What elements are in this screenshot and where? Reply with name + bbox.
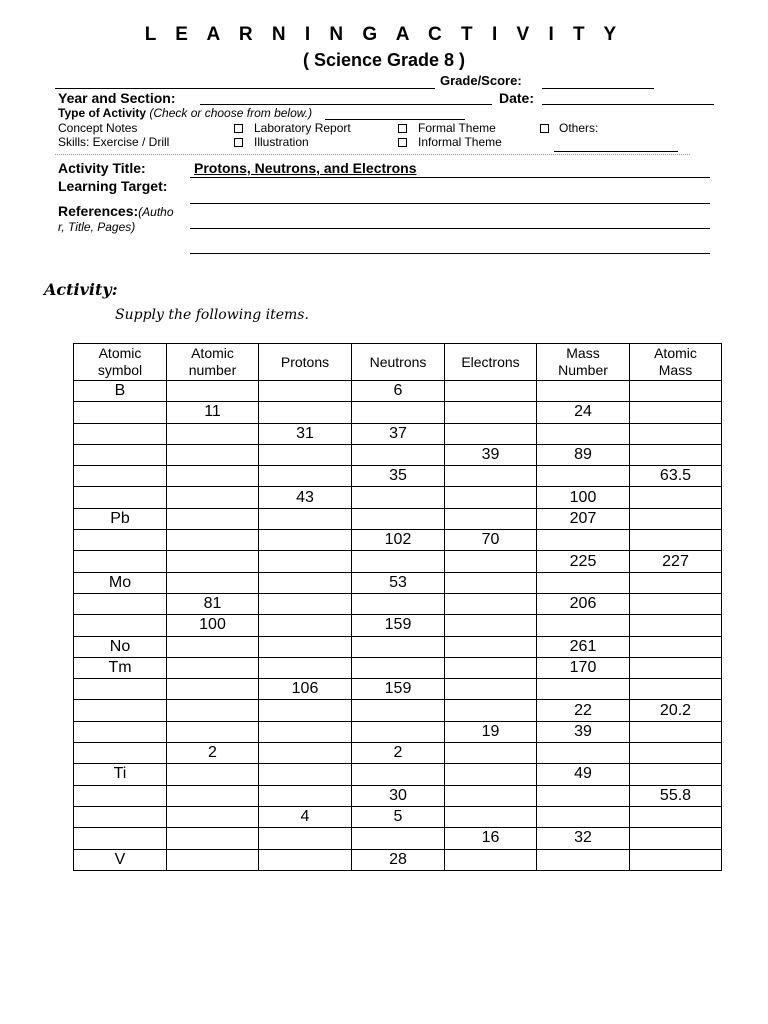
references-hint-1: (Autho <box>138 205 174 219</box>
cell-electrons[interactable] <box>445 657 537 678</box>
table-row <box>74 657 722 678</box>
cell-atomic-symbol[interactable] <box>74 444 167 465</box>
cell-atomic-symbol[interactable] <box>74 828 167 849</box>
cell-mass-number[interactable] <box>537 806 630 827</box>
cell-protons[interactable] <box>259 828 352 849</box>
cell-atomic-mass[interactable]: 63.5 <box>630 466 722 487</box>
learning-target-label: Learning Target: <box>58 178 168 194</box>
cell-mass-number[interactable]: 32 <box>537 828 630 849</box>
header-electrons: Electrons <box>445 344 537 381</box>
cell-atomic-mass[interactable] <box>630 806 722 827</box>
cell-protons[interactable] <box>259 849 352 870</box>
cell-electrons[interactable] <box>445 381 537 402</box>
cell-atomic-symbol[interactable] <box>74 743 167 764</box>
atomic-structure-table <box>73 343 722 871</box>
cell-protons[interactable] <box>259 530 352 551</box>
cell-mass-number[interactable]: 225 <box>537 551 630 572</box>
cell-neutrons[interactable]: 53 <box>352 572 445 593</box>
cell-atomic-mass[interactable] <box>630 657 722 678</box>
cell-neutrons[interactable]: 159 <box>352 615 445 636</box>
table-row <box>74 402 722 423</box>
cell-atomic-symbol[interactable]: Tm <box>74 657 167 678</box>
cell-protons[interactable] <box>259 551 352 572</box>
table-row <box>74 700 722 721</box>
type-hint-line <box>325 119 465 120</box>
cell-atomic-mass[interactable] <box>630 530 722 551</box>
cell-atomic-number[interactable] <box>167 466 259 487</box>
cell-atomic-number[interactable] <box>167 806 259 827</box>
cell-atomic-number[interactable]: 2 <box>167 743 259 764</box>
cell-mass-number[interactable]: 39 <box>537 721 630 742</box>
cell-atomic-symbol[interactable] <box>74 785 167 806</box>
cell-electrons[interactable] <box>445 785 537 806</box>
cell-neutrons[interactable]: 30 <box>352 785 445 806</box>
cell-protons[interactable]: 43 <box>259 487 352 508</box>
cell-mass-number[interactable]: 22 <box>537 700 630 721</box>
cell-atomic-number[interactable]: 100 <box>167 615 259 636</box>
cell-protons[interactable] <box>259 593 352 614</box>
cell-mass-number[interactable] <box>537 679 630 700</box>
references-block <box>58 203 174 221</box>
cell-electrons[interactable]: 16 <box>445 828 537 849</box>
cell-neutrons[interactable]: 159 <box>352 679 445 700</box>
cell-atomic-mass[interactable] <box>630 508 722 529</box>
cell-atomic-symbol[interactable] <box>74 721 167 742</box>
cell-electrons[interactable] <box>445 551 537 572</box>
cell-protons[interactable] <box>259 508 352 529</box>
informal-theme-label: Informal Theme <box>418 135 502 149</box>
cell-atomic-number[interactable] <box>167 828 259 849</box>
skills-option: Skills: Exercise / Drill <box>58 135 170 149</box>
table-header-row <box>74 344 722 381</box>
cell-atomic-symbol[interactable] <box>74 423 167 444</box>
cell-atomic-number[interactable] <box>167 423 259 444</box>
date-field[interactable] <box>542 104 714 105</box>
references-label: References: <box>58 203 139 219</box>
cell-neutrons[interactable] <box>352 828 445 849</box>
cell-atomic-mass[interactable]: 55.8 <box>630 785 722 806</box>
cell-mass-number[interactable] <box>537 615 630 636</box>
table-row <box>74 636 722 657</box>
cell-electrons[interactable] <box>445 615 537 636</box>
cell-mass-number[interactable] <box>537 381 630 402</box>
page-subtitle: ( Science Grade 8 ) <box>302 50 466 70</box>
cell-atomic-number[interactable] <box>167 636 259 657</box>
cell-neutrons[interactable]: 37 <box>352 423 445 444</box>
cell-electrons[interactable] <box>445 508 537 529</box>
cell-atomic-symbol[interactable]: B <box>74 381 167 402</box>
cell-protons[interactable] <box>259 444 352 465</box>
cell-mass-number[interactable]: 207 <box>537 508 630 529</box>
header-atomic-number: Atomic number <box>167 344 259 381</box>
cell-atomic-mass[interactable] <box>630 444 722 465</box>
cell-atomic-number[interactable] <box>167 508 259 529</box>
illustration-checkbox[interactable] <box>234 138 243 147</box>
table-row <box>74 444 722 465</box>
cell-mass-number[interactable] <box>537 743 630 764</box>
header-atomic-symbol: Atomic symbol <box>74 344 167 381</box>
cell-atomic-number[interactable] <box>167 679 259 700</box>
cell-neutrons[interactable]: 35 <box>352 466 445 487</box>
cell-protons[interactable] <box>259 636 352 657</box>
table-row <box>74 764 722 785</box>
table-row <box>74 508 722 529</box>
cell-atomic-mass[interactable] <box>630 615 722 636</box>
cell-atomic-number[interactable] <box>167 849 259 870</box>
cell-mass-number[interactable]: 100 <box>537 487 630 508</box>
header-mass-number: Mass Number <box>537 344 630 381</box>
cell-neutrons[interactable] <box>352 402 445 423</box>
activity-title-line <box>190 177 710 178</box>
table-row <box>74 743 722 764</box>
cell-electrons[interactable]: 70 <box>445 530 537 551</box>
others-field[interactable] <box>554 151 678 152</box>
cell-neutrons[interactable]: 28 <box>352 849 445 870</box>
illustration-label: Illustration <box>254 135 309 149</box>
cell-atomic-symbol[interactable] <box>74 551 167 572</box>
cell-mass-number[interactable] <box>537 423 630 444</box>
cell-atomic-mass[interactable] <box>630 828 722 849</box>
cell-atomic-number[interactable] <box>167 530 259 551</box>
cell-neutrons[interactable] <box>352 593 445 614</box>
table-row <box>74 487 722 508</box>
cell-atomic-number[interactable] <box>167 487 259 508</box>
cell-mass-number[interactable]: 206 <box>537 593 630 614</box>
cell-atomic-symbol[interactable]: Ti <box>74 764 167 785</box>
cell-atomic-number[interactable] <box>167 657 259 678</box>
cell-atomic-symbol[interactable]: V <box>74 849 167 870</box>
table-row <box>74 551 722 572</box>
date-label: Date: <box>499 90 535 106</box>
cell-protons[interactable] <box>259 743 352 764</box>
cell-neutrons[interactable]: 102 <box>352 530 445 551</box>
cell-neutrons[interactable]: 6 <box>352 381 445 402</box>
page-title: L E A R N I N G A C T I V I T Y <box>144 24 624 45</box>
references-field-1[interactable] <box>190 228 710 229</box>
activity-instruction: Supply the following items. <box>115 307 309 323</box>
cell-atomic-number[interactable] <box>167 444 259 465</box>
cell-mass-number[interactable] <box>537 530 630 551</box>
table-row <box>74 615 722 636</box>
cell-protons[interactable]: 31 <box>259 423 352 444</box>
cell-atomic-symbol[interactable] <box>74 615 167 636</box>
cell-mass-number[interactable]: 24 <box>537 402 630 423</box>
formal-theme-label: Formal Theme <box>418 121 496 135</box>
cell-atomic-mass[interactable] <box>630 764 722 785</box>
cell-atomic-mass[interactable] <box>630 487 722 508</box>
type-of-activity-row <box>58 106 312 120</box>
activity-title-value: Protons, Neutrons, and Electrons <box>194 160 417 176</box>
cell-atomic-number[interactable] <box>167 381 259 402</box>
cell-neutrons[interactable]: 2 <box>352 743 445 764</box>
cell-atomic-symbol[interactable] <box>74 593 167 614</box>
name-line[interactable] <box>55 88 435 89</box>
cell-neutrons[interactable] <box>352 657 445 678</box>
cell-atomic-mass[interactable]: 227 <box>630 551 722 572</box>
table-row <box>74 806 722 827</box>
cell-electrons[interactable] <box>445 679 537 700</box>
cell-electrons[interactable]: 39 <box>445 444 537 465</box>
cell-mass-number[interactable] <box>537 466 630 487</box>
cell-atomic-mass[interactable] <box>630 381 722 402</box>
cell-atomic-symbol[interactable] <box>74 402 167 423</box>
cell-electrons[interactable] <box>445 764 537 785</box>
cell-protons[interactable] <box>259 721 352 742</box>
cell-neutrons[interactable]: 5 <box>352 806 445 827</box>
table-row <box>74 381 722 402</box>
cell-atomic-mass[interactable] <box>630 593 722 614</box>
cell-atomic-number[interactable] <box>167 551 259 572</box>
cell-neutrons[interactable] <box>352 721 445 742</box>
cell-atomic-symbol[interactable] <box>74 466 167 487</box>
cell-protons[interactable] <box>259 785 352 806</box>
cell-mass-number[interactable] <box>537 849 630 870</box>
cell-mass-number[interactable]: 49 <box>537 764 630 785</box>
cell-atomic-symbol[interactable] <box>74 487 167 508</box>
others-label: Others: <box>559 121 599 135</box>
table-row <box>74 849 722 870</box>
cell-mass-number[interactable]: 261 <box>537 636 630 657</box>
cell-electrons[interactable] <box>445 423 537 444</box>
cell-atomic-symbol[interactable]: No <box>74 636 167 657</box>
cell-protons[interactable] <box>259 381 352 402</box>
cell-protons[interactable] <box>259 466 352 487</box>
cell-atomic-mass[interactable] <box>630 849 722 870</box>
cell-atomic-mass[interactable] <box>630 721 722 742</box>
cell-atomic-mass[interactable] <box>630 743 722 764</box>
cell-mass-number[interactable]: 89 <box>537 444 630 465</box>
cell-atomic-mass[interactable] <box>630 402 722 423</box>
table-row <box>74 785 722 806</box>
cell-electrons[interactable] <box>445 806 537 827</box>
year-section-field[interactable] <box>200 104 492 105</box>
cell-atomic-symbol[interactable] <box>74 679 167 700</box>
cell-atomic-symbol[interactable]: Pb <box>74 508 167 529</box>
cell-atomic-number[interactable] <box>167 785 259 806</box>
informal-theme-checkbox[interactable] <box>398 138 407 147</box>
table-row <box>74 530 722 551</box>
cell-atomic-mass[interactable]: 20.2 <box>630 700 722 721</box>
grade-score-field[interactable] <box>542 88 654 89</box>
type-of-activity-hint: (Check or choose from below.) <box>149 106 313 120</box>
cell-protons[interactable] <box>259 657 352 678</box>
cell-atomic-number[interactable]: 81 <box>167 593 259 614</box>
cell-electrons[interactable] <box>445 572 537 593</box>
cell-protons[interactable] <box>259 615 352 636</box>
cell-electrons[interactable] <box>445 593 537 614</box>
cell-electrons[interactable] <box>445 487 537 508</box>
cell-mass-number[interactable]: 170 <box>537 657 630 678</box>
table-row <box>74 721 722 742</box>
cell-protons[interactable]: 106 <box>259 679 352 700</box>
cell-atomic-symbol[interactable]: Mo <box>74 572 167 593</box>
cell-atomic-mass[interactable] <box>630 572 722 593</box>
cell-electrons[interactable] <box>445 466 537 487</box>
cell-electrons[interactable] <box>445 700 537 721</box>
header-neutrons: Neutrons <box>352 344 445 381</box>
activity-heading: Activity: <box>44 280 118 299</box>
cell-electrons[interactable]: 19 <box>445 721 537 742</box>
cell-neutrons[interactable] <box>352 636 445 657</box>
cell-protons[interactable] <box>259 764 352 785</box>
cell-atomic-mass[interactable] <box>630 679 722 700</box>
year-section-label: Year and Section: <box>58 90 176 106</box>
cell-protons[interactable] <box>259 572 352 593</box>
cell-neutrons[interactable] <box>352 487 445 508</box>
cell-electrons[interactable] <box>445 402 537 423</box>
cell-atomic-number[interactable]: 11 <box>167 402 259 423</box>
type-of-activity-label: Type of Activity <box>58 106 147 120</box>
header-protons: Protons <box>259 344 352 381</box>
cell-neutrons[interactable] <box>352 551 445 572</box>
formal-theme-checkbox[interactable] <box>398 124 407 133</box>
header-atomic-mass: Atomic Mass <box>630 344 722 381</box>
cell-atomic-symbol[interactable] <box>74 530 167 551</box>
cell-atomic-number[interactable] <box>167 572 259 593</box>
cell-mass-number[interactable] <box>537 785 630 806</box>
cell-neutrons[interactable] <box>352 764 445 785</box>
learning-target-field[interactable] <box>190 203 710 204</box>
references-hint-2: r, Title, Pages) <box>58 220 136 234</box>
cell-atomic-number[interactable] <box>167 764 259 785</box>
cell-neutrons[interactable] <box>352 700 445 721</box>
cell-neutrons[interactable] <box>352 444 445 465</box>
cell-atomic-mass[interactable] <box>630 423 722 444</box>
others-checkbox[interactable] <box>540 124 549 133</box>
table-row <box>74 572 722 593</box>
cell-atomic-number[interactable] <box>167 721 259 742</box>
cell-neutrons[interactable] <box>352 508 445 529</box>
table-row <box>74 423 722 444</box>
lab-report-label: Laboratory Report <box>254 121 351 135</box>
cell-mass-number[interactable] <box>537 572 630 593</box>
cell-electrons[interactable] <box>445 743 537 764</box>
references-field-2[interactable] <box>190 253 710 254</box>
cell-electrons[interactable] <box>445 849 537 870</box>
cell-protons[interactable]: 4 <box>259 806 352 827</box>
table-row <box>74 593 722 614</box>
cell-protons[interactable] <box>259 402 352 423</box>
cell-protons[interactable] <box>259 700 352 721</box>
lab-report-checkbox[interactable] <box>234 124 243 133</box>
cell-atomic-number[interactable] <box>167 700 259 721</box>
cell-electrons[interactable] <box>445 636 537 657</box>
concept-notes-option: Concept Notes <box>58 121 138 135</box>
section-divider <box>55 154 690 155</box>
cell-atomic-symbol[interactable] <box>74 806 167 827</box>
table-row <box>74 466 722 487</box>
table-row <box>74 679 722 700</box>
grade-score-label: Grade/Score: <box>440 73 522 88</box>
cell-atomic-symbol[interactable] <box>74 700 167 721</box>
cell-atomic-mass[interactable] <box>630 636 722 657</box>
activity-title-label: Activity Title: <box>58 160 146 176</box>
table-row <box>74 828 722 849</box>
